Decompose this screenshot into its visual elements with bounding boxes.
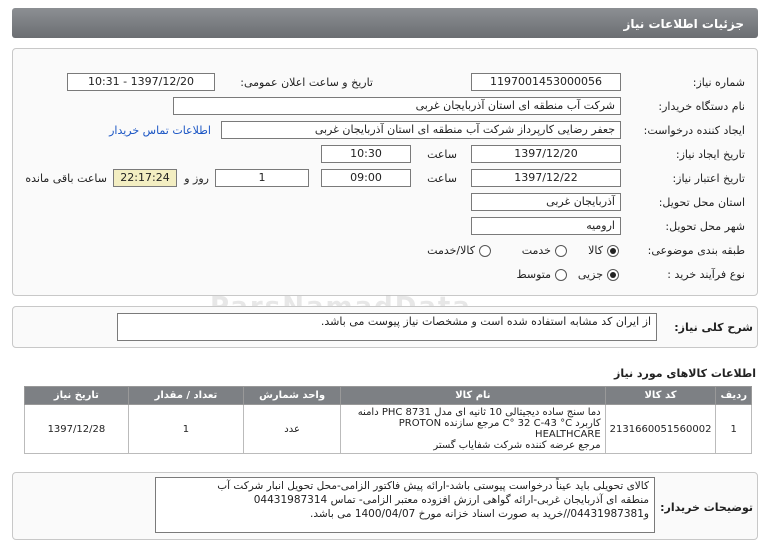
create-date-label: تاریخ ایجاد نیاز: bbox=[675, 148, 745, 161]
need-info-panel bbox=[12, 48, 758, 296]
buyer-notes-panel bbox=[12, 472, 758, 540]
goods-table bbox=[24, 386, 752, 454]
category-goods-label: کالا bbox=[588, 244, 603, 257]
col-date: تاریخ نیاز bbox=[25, 387, 129, 405]
category-label: طبقه بندی موضوعی: bbox=[647, 244, 745, 257]
days-field: 1 bbox=[215, 169, 309, 187]
cell-row: 1 bbox=[716, 405, 752, 454]
remaining-label: ساعت باقی مانده bbox=[25, 172, 107, 185]
cell-name-line3: مرجع عرضه کننده شرکت شفایاب گستر bbox=[433, 440, 601, 451]
contact-info-link[interactable]: اطلاعات تماس خریدار bbox=[109, 124, 211, 137]
table-row bbox=[25, 405, 752, 454]
col-name: نام کالا bbox=[341, 387, 606, 405]
col-unit: واحد شمارش bbox=[244, 387, 341, 405]
announce-label: تاریخ و ساعت اعلان عمومی: bbox=[240, 76, 373, 89]
cell-qty: 1 bbox=[128, 405, 243, 454]
category-goods-radio[interactable] bbox=[607, 245, 619, 257]
buyer-notes-line3: و04431987381//خرید به صورت اسناد خزانه مورخ 1400/04/07 می باشد. bbox=[309, 508, 649, 521]
city-field: ارومیه bbox=[471, 217, 621, 235]
need-number-label: شماره نیاز: bbox=[692, 76, 745, 89]
valid-date-label: تاریخ اعتبار نیاز: bbox=[672, 172, 745, 185]
requester-label: ایجاد کننده درخواست: bbox=[643, 124, 745, 137]
page-title: جزئیات اطلاعات نیاز bbox=[623, 17, 744, 31]
need-number-field: 1197001453000056 bbox=[471, 73, 621, 91]
col-code: کد کالا bbox=[605, 387, 716, 405]
process-medium-label: متوسط bbox=[516, 268, 551, 281]
province-label: استان محل تحویل: bbox=[658, 196, 745, 209]
buyer-org-field: شرکت آب منطقه ای استان آذربایجان غربی bbox=[173, 97, 621, 115]
buyer-org-label: نام دستگاه خریدار: bbox=[658, 100, 745, 113]
remaining-time-field: 22:17:24 bbox=[113, 169, 177, 187]
page-title-bar bbox=[12, 8, 758, 38]
valid-time-field: 09:00 bbox=[321, 169, 411, 187]
buyer-notes-label: توضیحات خریدار: bbox=[660, 501, 753, 514]
category-goods-service-radio[interactable] bbox=[479, 245, 491, 257]
cell-name bbox=[341, 405, 606, 454]
col-row: ردیف bbox=[716, 387, 752, 405]
goods-title: اطلاعات کالاهای مورد نیاز bbox=[614, 367, 756, 380]
category-service-label: خدمت bbox=[521, 244, 551, 257]
create-time-field: 10:30 bbox=[321, 145, 411, 163]
cell-code: 2131660051560002 bbox=[605, 405, 716, 454]
announce-field: 1397/12/20 - 10:31 bbox=[67, 73, 215, 91]
col-qty: تعداد / مقدار bbox=[128, 387, 243, 405]
cell-name-line1: دما سنج ساده دیجیتالی 10 ثانیه ای مدل PHC 8731 دامنه bbox=[357, 407, 601, 418]
valid-date-field: 1397/12/22 bbox=[471, 169, 621, 187]
process-type-label: نوع فرآیند خرید : bbox=[667, 268, 745, 281]
category-goods-service-label: کالا/خدمت bbox=[427, 244, 475, 257]
create-date-field: 1397/12/20 bbox=[471, 145, 621, 163]
summary-field: از ایران کد مشابه استفاده شده است و مشخصات نیاز پیوست می باشد. bbox=[117, 313, 657, 341]
cell-unit: عدد bbox=[244, 405, 341, 454]
create-time-label: ساعت bbox=[427, 148, 457, 161]
process-minor-label: جزیی bbox=[577, 268, 603, 281]
process-minor-radio[interactable] bbox=[607, 269, 619, 281]
requester-field: جعفر رضایی کارپرداز شرکت آب منطقه ای استان آذربایجان غربی bbox=[221, 121, 621, 139]
province-field: آذربایجان غربی bbox=[471, 193, 621, 211]
valid-time-label: ساعت bbox=[427, 172, 457, 185]
city-label: شهر محل تحویل: bbox=[665, 220, 745, 233]
buyer-notes-line1: کالای تحویلی باید عیناً درخواست پیوستی باشد-ارائه پیش فاکتور الزامی-محل تحویل انبار شرکت آب bbox=[217, 480, 649, 492]
cell-name-line2: کاربرد C° 32 C-43 °C مرجع سازنده PROTON HEALTHCARE bbox=[398, 418, 601, 440]
summary-panel bbox=[12, 306, 758, 348]
cell-date: 1397/12/28 bbox=[25, 405, 129, 454]
buyer-notes-line2: منطقه ای آذربایجان غربی-ارائه گواهی ارزش افزوده معتبر الزامی- تماس 04431987314 bbox=[253, 494, 649, 507]
process-medium-radio[interactable] bbox=[555, 269, 567, 281]
category-service-radio[interactable] bbox=[555, 245, 567, 257]
days-label: روز و bbox=[184, 172, 209, 185]
summary-label: شرح کلی نیاز: bbox=[674, 321, 753, 334]
buyer-notes-field bbox=[155, 477, 655, 533]
